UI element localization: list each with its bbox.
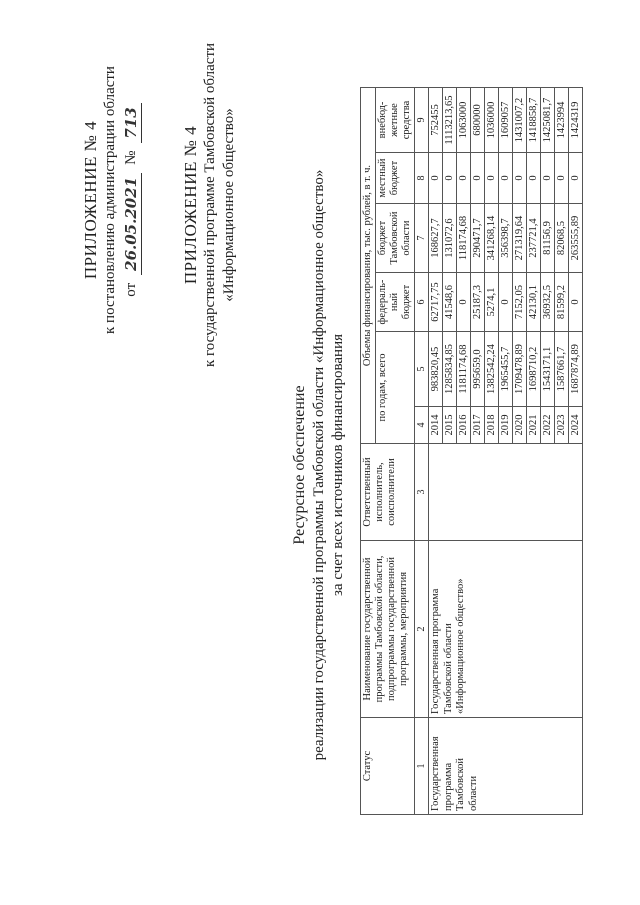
local-cell: 0 [527,153,541,204]
extra-cell: 1418858,7 [527,88,541,153]
date-prefix: от [123,282,139,297]
federal-cell: 42130,1 [527,273,541,332]
appendix-decree-line: к постановлению администрации области [102,66,119,334]
federal-cell: 36932,5 [541,273,555,332]
status-cell: Государственная программа Тамбовской области [429,718,583,815]
total-cell: 1181174,68 [457,332,471,407]
total-cell: 1543171,1 [541,332,555,407]
header-regional: бюджет Тамбовской области [376,204,415,273]
extra-cell: 752455 [429,88,443,153]
year-cell: 2023 [555,407,569,444]
regional-cell: 131072,6 [443,204,457,273]
year-cell: 2021 [527,407,541,444]
federal-cell: 25187,3 [471,273,485,332]
header-status: Статус [361,718,415,815]
header-by-years: по годам, всего [376,332,415,444]
federal-cell: 0 [499,273,513,332]
regional-cell: 341268,14 [485,204,499,273]
regional-cell: 263555,89 [569,204,583,273]
program-name-cell: Государственная программа Тамбовской области «Информационное общество» [429,541,583,718]
year-cell: 2020 [513,407,527,444]
document-title-line2: реализации государственной программы Тамбовской области «Информационное общество» [311,169,327,761]
regional-cell: 81156,9 [541,204,555,273]
col-num-9: 9 [415,88,429,153]
header-name: Наименование государственной программы Тамбовской области, подпрограммы государственной программы, мероприятия [361,541,415,718]
funding-table [360,87,583,815]
document-title-line1: Ресурсное обеспечение [291,385,308,545]
regional-cell: 237721,4 [527,204,541,273]
total-cell: 1709478,89 [513,332,527,407]
appendix-decree-header [80,35,142,365]
extra-cell: 1063000 [457,88,471,153]
header-local: местный бюджет [376,153,415,204]
year-cell: 2018 [485,407,499,444]
table-row [429,88,443,815]
regional-cell: 82068,5 [555,204,569,273]
federal-cell: 0 [457,273,471,332]
year-cell: 2017 [471,407,485,444]
federal-cell: 0 [569,273,583,332]
regional-cell: 118174,68 [457,204,471,273]
handwritten-date: 26.05.2021 [122,173,142,275]
col-num-1: 1 [415,718,429,815]
document-title [290,165,348,765]
extra-cell: 680000 [471,88,485,153]
number-prefix: № [123,150,139,165]
federal-cell: 62717,75 [429,273,443,332]
regional-cell: 290471,7 [471,204,485,273]
local-cell: 0 [485,153,499,204]
appendix-decree-title: ПРИЛОЖЕНИЕ № 4 [81,120,100,280]
regional-cell: 168627,7 [429,204,443,273]
federal-cell: 81599,2 [555,273,569,332]
col-num-7: 7 [415,204,429,273]
header-funding-group: Объемы финансирования, тыс. рублей, в т. ч. [361,88,376,444]
column-numbers-row [415,88,429,815]
local-cell: 0 [513,153,527,204]
total-cell: 1965455,7 [499,332,513,407]
col-num-5: 5 [415,332,429,407]
year-cell: 2016 [457,407,471,444]
extra-cell: 1036000 [485,88,499,153]
appendix-decree-date-row [122,35,142,365]
year-cell: 2019 [499,407,513,444]
total-cell: 1382542,24 [485,332,499,407]
total-cell: 1687874,89 [569,332,583,407]
year-cell: 2022 [541,407,555,444]
local-cell: 0 [499,153,513,204]
total-cell: 1285834,85 [443,332,457,407]
extra-cell: 1424319 [569,88,583,153]
executor-cell [429,444,583,541]
total-cell: 1698710,2 [527,332,541,407]
federal-cell: 7152,05 [513,273,527,332]
header-executor: Ответственный исполнитель, соисполнители [361,444,415,541]
local-cell: 0 [457,153,471,204]
col-num-2: 2 [415,541,429,718]
appendix-program-name: «Информационное общество» [221,108,237,302]
col-num-3: 3 [415,444,429,541]
extra-cell: 1425081,7 [541,88,555,153]
local-cell: 0 [569,153,583,204]
col-num-4: 4 [415,407,429,444]
total-cell: 1587661,7 [555,332,569,407]
regional-cell: 356398,7 [499,204,513,273]
handwritten-number: 713 [122,103,142,142]
document-title-line3: за счет всех источников финансирования [329,334,346,596]
local-cell: 0 [443,153,457,204]
total-cell: 983820,45 [429,332,443,407]
federal-cell: 5274,1 [485,273,499,332]
appendix-program-title: ПРИЛОЖЕНИЕ № 4 [181,125,200,285]
extra-cell: 1431007,2 [513,88,527,153]
header-row-1 [361,88,376,815]
header-extra: внебюд-жетные средства [376,88,415,153]
regional-cell: 271319,64 [513,204,527,273]
extra-cell: 1423994 [555,88,569,153]
total-cell: 995659,0 [471,332,485,407]
local-cell: 0 [471,153,485,204]
appendix-program-header [180,25,239,385]
col-num-6: 6 [415,273,429,332]
header-federal: федераль-ный бюджет [376,273,415,332]
year-cell: 2014 [429,407,443,444]
extra-cell: 1113213,65 [443,88,457,153]
federal-cell: 41548,6 [443,273,457,332]
year-cell: 2015 [443,407,457,444]
appendix-program-line: к государственной программе Тамбовской области [202,42,219,368]
local-cell: 0 [555,153,569,204]
local-cell: 0 [429,153,443,204]
col-num-8: 8 [415,153,429,204]
year-cell: 2024 [569,407,583,444]
extra-cell: 1609057 [499,88,513,153]
local-cell: 0 [541,153,555,204]
